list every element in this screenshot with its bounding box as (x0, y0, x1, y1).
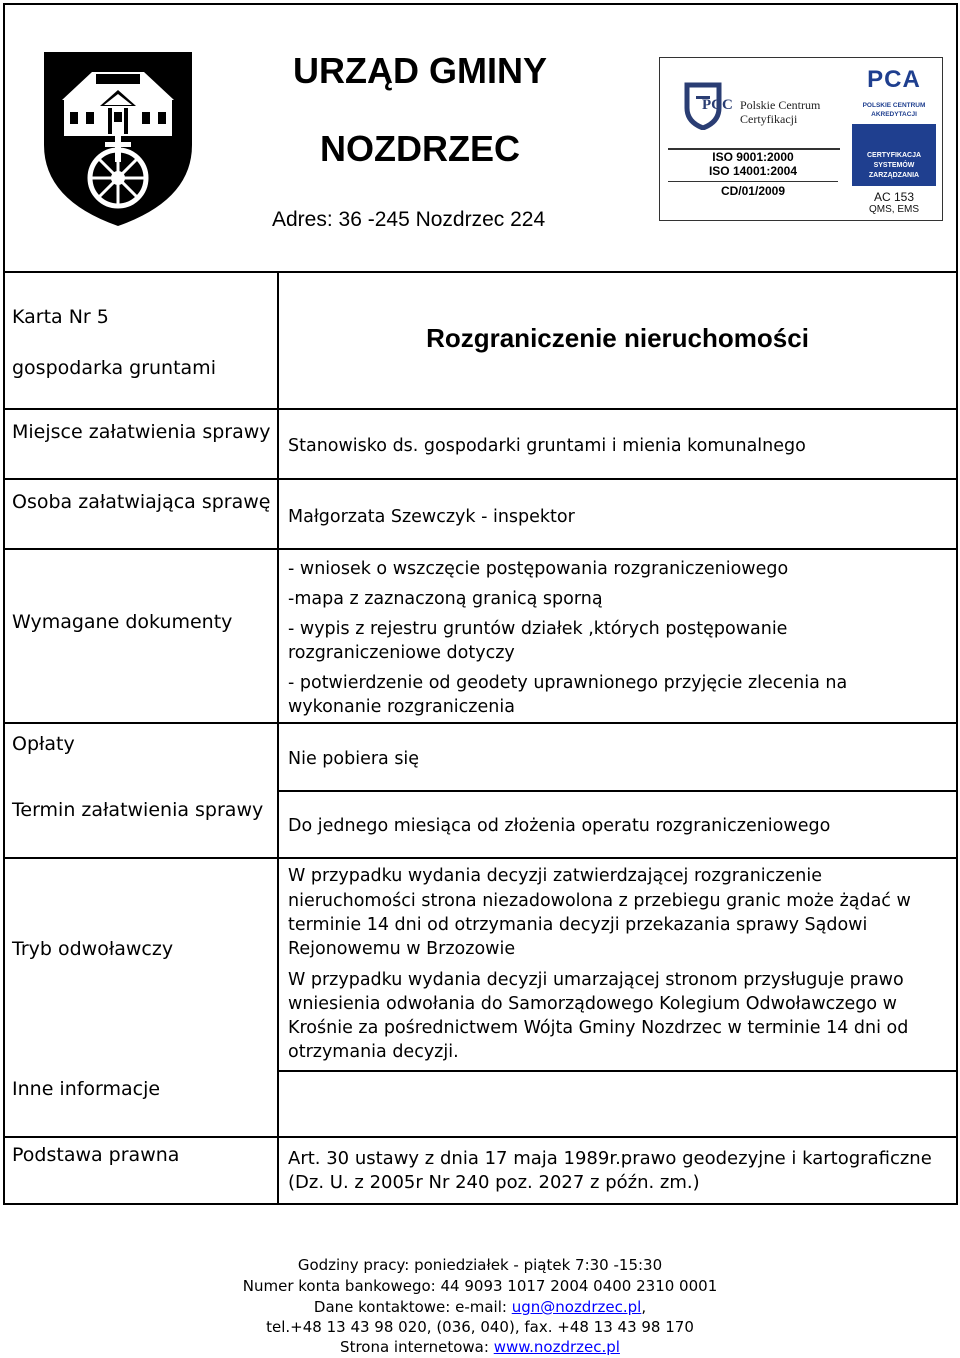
docs-line: wykonanie rozgraniczenia (288, 697, 515, 717)
pcc-iso-9001: ISO 9001:2000 (712, 150, 794, 164)
legal-line: Art. 30 ustawy z dnia 17 maja 1989r.prawo geodezyjne i kartograficzne (288, 1148, 932, 1169)
line-info-bottom (3, 1136, 958, 1138)
pcc-name-line2: Certyfikacji (740, 112, 798, 126)
appeal-line: W przypadku wydania decyzji umarzającej stronom przysługuje prawo (288, 970, 904, 990)
card-number: Karta Nr 5 (12, 306, 109, 328)
line-person-bottom (3, 548, 958, 550)
pca-code: AC 153 (873, 190, 915, 204)
email-link[interactable]: ugn@nozdrzec.pl (511, 1298, 642, 1316)
pca-line1: POLSKIE CENTRUM (862, 102, 926, 109)
appeal-line: otrzymania decyzji. (288, 1042, 459, 1062)
place-value: Stanowisko ds. gospodarki gruntami i mienia komunalnego (288, 436, 806, 456)
fees-value: Nie pobiera się (288, 749, 420, 769)
legal-line: (Dz. U. z 2005r Nr 240 poz. 2027 z późn. zm.) (288, 1172, 700, 1193)
office-name: NOZDRZEC (320, 128, 520, 169)
web-prefix: Strona internetowa: (340, 1338, 494, 1356)
footer-web (0, 1337, 960, 1358)
appeal-line: terminie 14 dni od otrzymania decyzji przekazania sprawy Sądowi (288, 915, 868, 935)
line-header-bottom (3, 271, 958, 273)
line-card-bottom (3, 408, 958, 410)
office-address: Adres: 36 -245 Nozdrzec 224 (272, 208, 546, 231)
docs-label: Wymagane dokumenty (12, 611, 233, 633)
term-value: Do jednego miesiąca od złożenia operatu rozgraniczeniowego (288, 816, 831, 836)
contact-suffix: , (641, 1298, 647, 1316)
docs-line: - wniosek o wszczęcie postępowania rozgraniczeniowego (288, 559, 789, 579)
person-label: Osoba załatwiająca sprawę (12, 491, 271, 513)
docs-line: rozgraniczeniowe dotyczy (288, 643, 515, 663)
pca-line2: AKREDYTACJI (871, 111, 917, 118)
footer-phone: tel.+48 13 43 98 020, (036, 040), fax. +48 13 43 98 170 (266, 1318, 694, 1336)
appeal-line: W przypadku wydania decyzji zatwierdzającej rozgraniczenie (288, 866, 822, 886)
info-label: Inne informacje (12, 1078, 161, 1100)
pca-box-line1: CERTYFIKACJA (866, 152, 922, 159)
frame-bottom (3, 1203, 958, 1205)
pcc-iso-14001: ISO 14001:2004 (708, 164, 798, 178)
municipality-crest (42, 50, 194, 228)
pca-logo: PCA (867, 66, 921, 93)
term-label: Termin załatwienia sprawy (12, 799, 264, 821)
appeal-line: wniesienia odwołania do Samorządowego Kolegium Odwoławczego w (288, 994, 897, 1014)
line-place-bottom (3, 478, 958, 480)
legal-label: Podstawa prawna (12, 1144, 180, 1166)
footer-hours: Godziny pracy: poniedziałek - piątek 7:30 -15:30 (297, 1256, 663, 1274)
pca-box-line2: SYSTEMÓW (873, 162, 915, 169)
pca-scope: QMS, EMS (868, 204, 919, 215)
line-term-bottom (3, 857, 958, 859)
docs-line: - potwierdzenie od geodety uprawnionego przyjęcie zlecenia na (288, 673, 848, 693)
office-title: URZĄD GMINY (293, 50, 547, 91)
pcc-badge: PCC Polskie Centrum Certyfikacji ISO 9001:2000 ISO 14001:2004 CD/01/2009 (668, 64, 838, 214)
place-label: Miejsce załatwienia sprawy (12, 421, 271, 443)
line-info-top (277, 1070, 958, 1072)
footer-contact (0, 1297, 960, 1318)
line-fees-bottom (277, 790, 958, 792)
card-title: Rozgraniczenie nieruchomości (426, 323, 809, 353)
pca-badge (852, 66, 936, 216)
line-docs-bottom (3, 722, 958, 724)
footer-account: Numer konta bankowego: 44 9093 1017 2004 0400 2310 0001 (242, 1277, 718, 1295)
docs-line: -mapa z zaznaczoną granicą sporną (288, 589, 603, 609)
column-divider (277, 271, 279, 1205)
contact-prefix: Dane kontaktowe: e-mail: (313, 1298, 512, 1316)
frame-right (956, 3, 958, 1205)
frame-left (3, 3, 5, 1205)
pcc-cert-number: CD/01/2009 (720, 184, 786, 198)
pcc-name-line1: Polskie Centrum (740, 98, 821, 112)
appeal-line: nieruchomości strona niezadowolona z przebiegu granic może żądać w (288, 891, 911, 911)
appeal-label: Tryb odwoławczy (12, 938, 174, 960)
pca-box-line3: ZARZĄDZANIA (868, 172, 920, 179)
docs-line: - wypis z rejestru gruntów działek ,których postępowanie (288, 619, 788, 639)
card-category: gospodarka gruntami (12, 357, 216, 379)
appeal-line: Rejonowemu w Brzozowie (288, 939, 516, 959)
fees-label: Opłaty (12, 733, 75, 755)
appeal-line: Krośnie za pośrednictwem Wójta Gminy Nozdrzec w terminie 14 dni od (288, 1018, 909, 1038)
website-link[interactable]: www.nozdrzec.pl (493, 1338, 620, 1356)
person-value: Małgorzata Szewczyk - inspektor (288, 507, 575, 527)
frame-top (3, 3, 958, 5)
